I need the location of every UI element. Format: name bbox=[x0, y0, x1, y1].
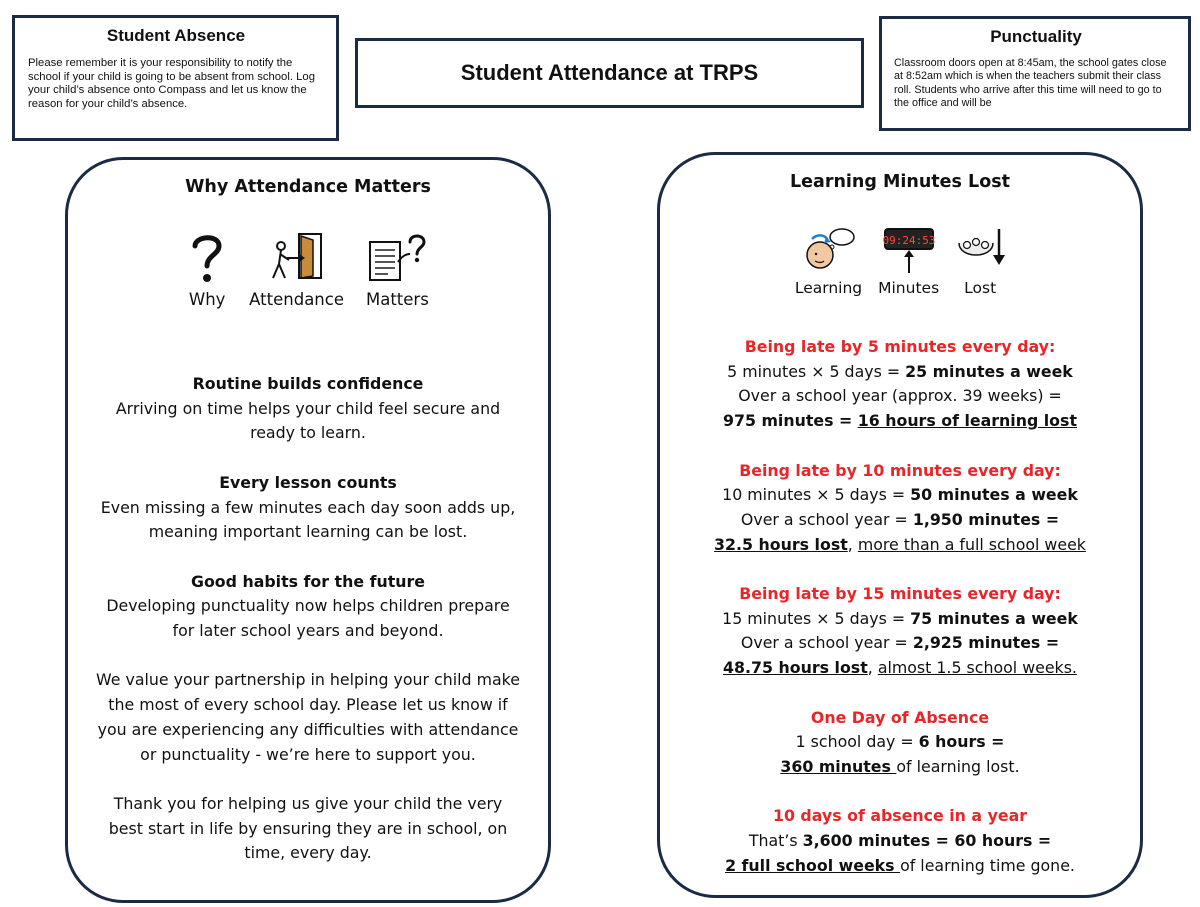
main-title-box bbox=[355, 38, 864, 108]
line-bold-underline: 16 hours of learning lost bbox=[857, 411, 1077, 431]
late-15-block bbox=[684, 582, 1116, 681]
question-mark-icon bbox=[187, 232, 227, 284]
line-text: of learning lost bbox=[896, 756, 1015, 776]
section-every-lesson bbox=[96, 471, 520, 545]
line-text: 5 minutes × 5 days = bbox=[727, 361, 906, 381]
symbol-lost bbox=[955, 225, 1005, 297]
page-title: Student Attendance at TRPS bbox=[460, 60, 759, 85]
line-bold: 2,925 minutes = bbox=[912, 633, 1060, 653]
symbol-attendance bbox=[249, 232, 344, 309]
section-good-habits bbox=[96, 570, 520, 644]
why-attendance-text bbox=[96, 372, 520, 891]
section-body: Even missing a few minutes each day soon adds up, meaning important learning can be lost. bbox=[100, 497, 516, 542]
why-attendance-card bbox=[65, 157, 551, 903]
block-line bbox=[684, 730, 1116, 755]
section-body: Arriving on time helps your child feel secure and ready to learn. bbox=[115, 398, 501, 443]
one-day-block bbox=[684, 706, 1116, 780]
late-10-block bbox=[684, 459, 1116, 558]
student-absence-box bbox=[12, 15, 339, 141]
symbol-why bbox=[187, 232, 227, 309]
person-door-icon bbox=[269, 232, 325, 284]
block-line bbox=[684, 508, 1116, 533]
section-body: Developing punctuality now helps children prepare for later school years and beyond. bbox=[106, 596, 510, 640]
line-text: of learning time gone. bbox=[900, 855, 1075, 875]
line-bold: 975 minutes = bbox=[722, 411, 858, 431]
section-heading: Every lesson counts bbox=[219, 472, 397, 492]
symbol-row bbox=[660, 225, 1140, 297]
block-line: Over a school year (approx. 39 weeks) = bbox=[738, 386, 1062, 406]
block-line bbox=[684, 854, 1116, 879]
block-heading: Being late by 5 minutes every day: bbox=[744, 337, 1056, 356]
thanks-paragraph: Thank you for helping us give your child the very best start in life by ensuring they are in school, on time, every day. bbox=[108, 793, 508, 863]
punctuality-title: Punctuality bbox=[990, 27, 1082, 46]
punctuality-box bbox=[879, 16, 1191, 131]
line-text: , bbox=[867, 658, 878, 678]
line-bold: 75 minutes a week bbox=[910, 608, 1078, 628]
line-bold: 6 hours = bbox=[918, 732, 1005, 752]
digital-clock-icon bbox=[881, 225, 937, 275]
lost-items-icon bbox=[955, 225, 1005, 275]
block-line bbox=[684, 360, 1116, 385]
learning-minutes-title: Learning Minutes Lost bbox=[789, 172, 1011, 192]
block-line bbox=[684, 631, 1116, 656]
block-heading: Being late by 10 minutes every day: bbox=[739, 460, 1061, 480]
ten-days-block bbox=[684, 804, 1116, 878]
why-attendance-title: Why Attendance Matters bbox=[185, 177, 431, 197]
symbol-minutes bbox=[878, 225, 939, 297]
symbol-matters bbox=[366, 232, 429, 309]
block-heading: One Day of Absence bbox=[810, 707, 990, 727]
line-text: 15 minutes × 5 days = bbox=[722, 608, 911, 628]
block-heading: Being late by 15 minutes every day: bbox=[739, 584, 1061, 603]
thinking-head-icon bbox=[798, 225, 858, 275]
line-text: Over a school year = bbox=[740, 509, 913, 529]
symbol-label-why: Why bbox=[188, 290, 226, 309]
line-text: That’s bbox=[748, 831, 803, 850]
line-underline: almost 1.5 school weeks. bbox=[877, 658, 1077, 678]
line-underline: more than a full school week bbox=[857, 534, 1086, 554]
symbol-row bbox=[68, 232, 548, 309]
line-text: 1 school day = bbox=[795, 732, 919, 752]
symbol-label-minutes: Minutes bbox=[878, 279, 940, 297]
line-bold-underline: 360 minutes bbox=[780, 756, 897, 776]
symbol-label-matters: Matters bbox=[365, 290, 429, 309]
student-absence-text: Please remember it is your responsibility to notify the school if your child is going to be absent from school. Log your child’s absence onto Compass and let us know the reason for your child’s absence. bbox=[28, 57, 315, 110]
learning-minutes-text bbox=[684, 335, 1116, 903]
line-bold-underline: 2 full school weeks bbox=[725, 855, 901, 875]
line-text: Over a school year = bbox=[740, 633, 913, 653]
symbol-label-attendance: Attendance bbox=[249, 290, 344, 309]
punctuality-text: Classroom doors open at 8:45am, the school gates close at 8:52am which is when the teachers submit their class roll. Students who arrive after this time will need to go to the office and will be bbox=[894, 57, 1167, 109]
line-bold: 1,950 minutes = bbox=[912, 509, 1060, 529]
partnership-paragraph: We value your partnership in helping your child make the most of every school day. Please let us know if you are experiencing any difficulties with attendance or punctuality - we’re here to support you. bbox=[96, 670, 520, 764]
late-5-block bbox=[684, 335, 1116, 434]
section-heading: Routine builds confidence bbox=[192, 374, 424, 393]
student-absence-title: Student Absence bbox=[106, 26, 246, 45]
block-line bbox=[684, 829, 1116, 854]
block-line bbox=[684, 409, 1116, 434]
symbol-learning bbox=[795, 225, 862, 297]
symbol-label-lost: Lost bbox=[964, 279, 997, 297]
line-text: 10 minutes × 5 days = bbox=[722, 485, 911, 505]
document-question-icon bbox=[366, 232, 428, 284]
block-heading: 10 days of absence in a year bbox=[772, 806, 1028, 826]
learning-minutes-card bbox=[657, 152, 1143, 898]
section-heading: Good habits for the future bbox=[190, 571, 425, 591]
block-line bbox=[684, 607, 1116, 632]
line-bold: 25 minutes a week bbox=[905, 361, 1073, 381]
block-line bbox=[684, 656, 1116, 681]
line-text: , bbox=[847, 534, 858, 554]
block-line bbox=[684, 483, 1116, 508]
block-line bbox=[684, 533, 1116, 558]
line-bold: 3,600 minutes = 60 hours = bbox=[802, 831, 1052, 850]
clock-display: 09:24:53 bbox=[882, 234, 936, 247]
symbol-label-learning: Learning bbox=[794, 279, 863, 297]
line-bold: 50 minutes a week bbox=[910, 485, 1078, 505]
line-bold-underline: 48.75 hours lost bbox=[723, 658, 868, 678]
line-bold-underline: 32.5 hours lost bbox=[714, 534, 848, 554]
line-text: . bbox=[1014, 756, 1020, 776]
section-routine bbox=[96, 372, 520, 446]
block-line bbox=[684, 755, 1116, 780]
